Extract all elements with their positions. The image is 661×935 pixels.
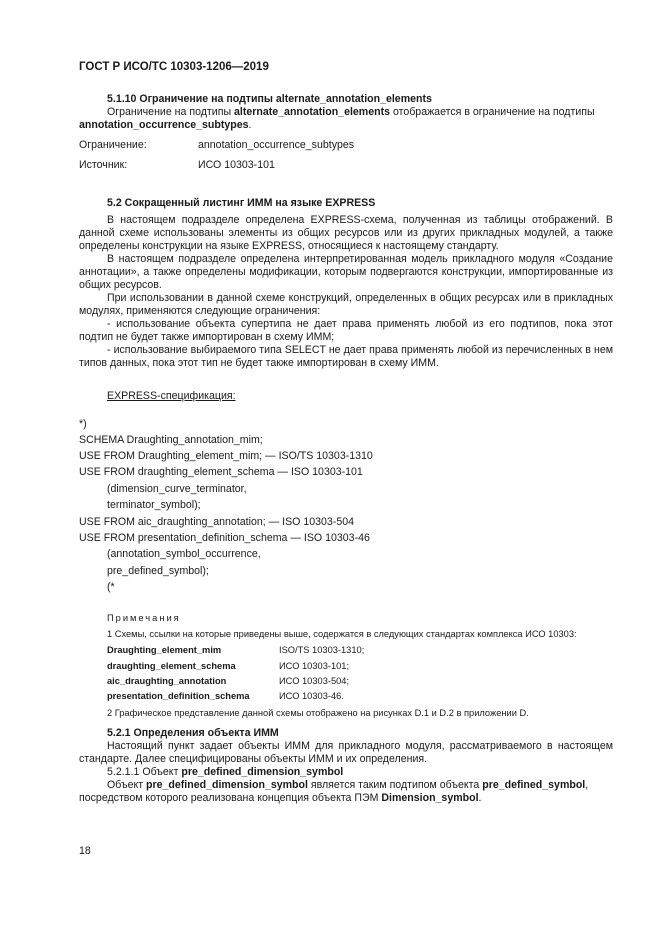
note-1: 1 Схемы, ссылки на которые приведены выше, содержатся в следующих стандартах комплекса ИСО 10303:: [107, 629, 577, 639]
text-run: ,: [585, 779, 589, 791]
paragraph: При использовании в данной схеме конструкций, определенных в общих ресурсах или в прикладных модулях, применяются следующие ограничения:: [79, 292, 613, 317]
entity-name: annotation_occurrence_subtypes: [79, 119, 249, 131]
constraint-label: Ограничение:: [79, 139, 147, 151]
text-run: посредством которого реализована концепция объекта ПЭМ: [79, 792, 382, 804]
text-run: .: [478, 792, 482, 804]
note-schema-name: aic_draughting_annotation: [107, 676, 227, 686]
constraint-value: annotation_occurrence_subtypes: [198, 139, 355, 151]
code-line: pre_defined_symbol);: [107, 565, 209, 577]
text-run: Ограничение на подтипы: [107, 106, 234, 118]
section-5-1-10-text-line1: [107, 106, 595, 119]
section-5-1-10-heading: 5.1.10 Ограничение на подтипы alternate_annotation_elements: [107, 93, 432, 105]
note-schema-name: presentation_definition_schema: [107, 691, 250, 701]
note-schema-ref: ИСО 10303-504;: [279, 676, 350, 686]
text-run: .: [248, 119, 252, 131]
text-run: 5.2.1.1 Объект: [107, 766, 182, 778]
section-5-2-heading: 5.2 Сокращенный листинг ИММ на языке EXPRESS: [107, 197, 376, 209]
code-line: (annotation_symbol_occurrence,: [107, 548, 261, 560]
list-item: - использование выбираемого типа SELECT не дает права применять любой из перечисленных в нем типов данных, пока этот тип не будет также импортирован в схему ИММ.: [79, 344, 613, 369]
page-header: ГОСТ Р ИСО/ТС 10303-1206—2019: [79, 61, 269, 73]
section-5-1-10-text-line2: [79, 119, 252, 132]
section-5-2-body: [79, 214, 613, 370]
code-line: (*: [107, 581, 115, 593]
code-line: SCHEMA Draughting_annotation_mim;: [79, 434, 263, 446]
source-value: ИСО 10303-101: [198, 159, 275, 171]
code-line: terminator_symbol);: [107, 499, 201, 511]
text-run: отображается в ограничение на подтипы: [390, 106, 595, 118]
code-line: *): [79, 418, 87, 430]
express-spec-label: EXPRESS-спецификация:: [107, 390, 236, 402]
text-run: Объект: [107, 779, 147, 791]
paragraph: В настоящем подразделе определена EXPRESS-схема, полученная из таблицы отображений. В данной схеме использованы элементы из общих ресурсов или из других прикладных модулей, а также определены конструкции на языке EXPRESS, относящиеся к настоящему стандарту.: [79, 214, 613, 252]
notes-title: Примечания: [107, 613, 181, 623]
entity-name: pre_defined_symbol: [482, 779, 586, 791]
entity-name: pre_defined_dimension_symbol: [146, 779, 308, 791]
code-line: USE FROM aic_draughting_annotation; — ISO 10303-504: [79, 516, 355, 528]
note-2: 2 Графическое представление данной схемы отображено на рисунках D.1 и D.2 в приложении D.: [107, 708, 529, 718]
paragraph: Настоящий пункт задает объекты ИММ для прикладного модуля, рассматриваемого в настоящем стандарте. Далее специфицированы объекты ИММ и их определения.: [79, 740, 613, 765]
section-5-2-1-1-heading: [107, 766, 343, 779]
entity-name: Dimension_symbol: [381, 792, 479, 804]
note-schema-ref: ИСО 10303-101;: [279, 661, 350, 671]
section-5-2-1-1-text-line2: [79, 792, 481, 805]
code-line: USE FROM Draughting_element_mim; — ISO/TS 10303-1310: [79, 450, 373, 462]
code-line: USE FROM presentation_definition_schema — ISO 10303-46: [79, 532, 370, 544]
entity-name: pre_defined_dimension_symbol: [181, 766, 344, 778]
code-line: USE FROM draughting_element_schema — ISO 10303-101: [79, 466, 363, 478]
code-line: (dimension_curve_terminator,: [107, 483, 247, 495]
entity-name: alternate_annotation_elements: [234, 106, 391, 118]
note-schema-ref: ISO/TS 10303-1310;: [279, 645, 365, 655]
source-label: Источник:: [79, 159, 128, 171]
note-schema-name: Draughting_element_mim: [107, 645, 222, 655]
section-5-2-1-heading: 5.2.1 Определения объекта ИММ: [107, 727, 279, 739]
text-run: является таким подтипом объекта: [307, 779, 483, 791]
paragraph: В настоящем подразделе определена интерпретированная модель прикладного модуля «Создание аннотации», а также определены модификации, которым подвергаются конструкции, импортированные из общих ресурсов.: [79, 253, 613, 291]
section-5-2-1-body: [79, 740, 613, 766]
section-5-2-1-1-text-line1: [107, 779, 588, 792]
page-number: 18: [79, 845, 91, 857]
list-item: - использование объекта супертипа не дает права применять любой из его подтипов, пока этот подтип не будет также импортирован в схему ИММ;: [79, 318, 613, 343]
note-schema-name: draughting_element_schema: [107, 661, 236, 671]
note-schema-ref: ИСО 10303-46.: [279, 691, 344, 701]
